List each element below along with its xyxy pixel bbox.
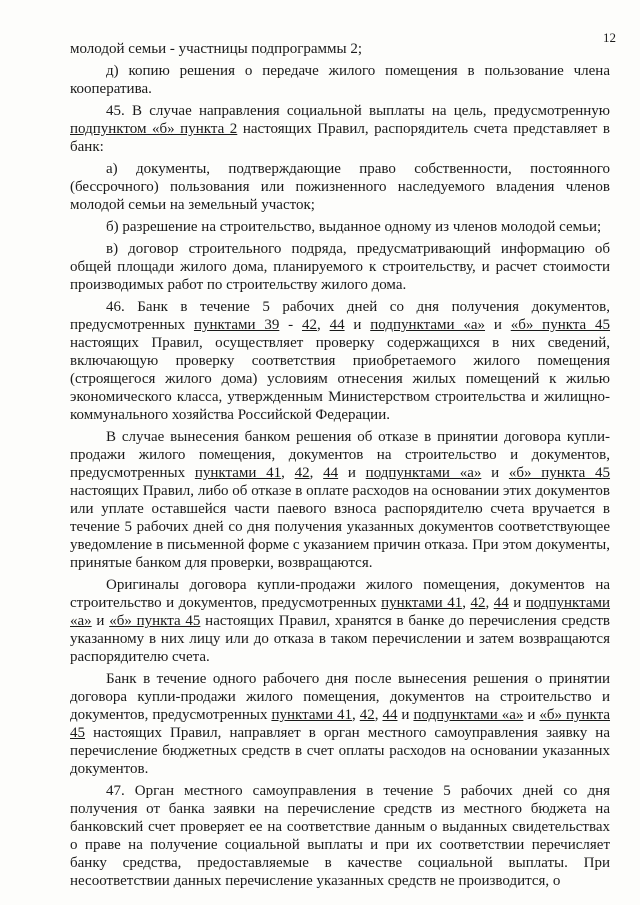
text: и bbox=[344, 317, 371, 333]
paragraph: в) договор строительного подряда, предусматривающий информацию об общей площади жилого дома, планируемого к строительству, и расчет стоимости производимых работ по строительству жилого дома. bbox=[70, 241, 610, 293]
text: , bbox=[462, 595, 471, 611]
text: , bbox=[281, 465, 295, 481]
text: , bbox=[309, 465, 324, 481]
text: Оригиналы договора купли-продажи жилого помещения, документов на строительство и документов, предусмотренных bbox=[70, 577, 610, 611]
text: и bbox=[397, 707, 414, 723]
paragraph-45 bbox=[70, 102, 610, 156]
text: настоящих Правил, осуществляет проверку содержащихся в них сведений, включающую проверку соответствия приобретаемого жилого помещения (строящегося жилого дома) условиям отнесения жилых помещений к жилью экономического класса, утвержденным Министерством строительства и жилищно-коммунального хозяйства Российской Федерации. bbox=[70, 335, 610, 423]
paragraph-refusal bbox=[70, 428, 610, 572]
ref-link[interactable]: «б» пункта 45 bbox=[508, 465, 611, 481]
text: 45. В случае направления социальной выплаты на цель, предусмотренную bbox=[106, 103, 610, 119]
text: настоящих Правил, хранятся в банке до перечисления средств указанному в них лицу или до отказа в таком перечислении и затем возвращаются распорядителю счета. bbox=[70, 613, 610, 665]
ref-link[interactable]: 44 bbox=[493, 595, 509, 611]
ref-link[interactable]: «б» пункта 45 bbox=[109, 613, 201, 629]
ref-link[interactable]: подпунктами «а» bbox=[70, 595, 611, 629]
ref-link[interactable]: подпунктами «а» bbox=[413, 707, 524, 723]
text: , bbox=[316, 317, 330, 333]
text: , bbox=[485, 595, 494, 611]
ref-link[interactable]: 44 bbox=[382, 707, 398, 723]
ref-link[interactable]: 44 bbox=[329, 317, 345, 333]
text: настоящих Правил, направляет в орган местного самоуправления заявку на перечисление бюджетных средств в счет оплаты расходов на основании указанных документов. bbox=[70, 725, 610, 777]
text: , bbox=[374, 707, 383, 723]
paragraph: д) копию решения о передаче жилого помещения в пользование члена кооператива. bbox=[70, 63, 610, 97]
ref-link[interactable]: пунктами 41 bbox=[271, 707, 352, 723]
ref-link[interactable]: 42 bbox=[294, 465, 310, 481]
text: и bbox=[508, 595, 526, 611]
ref-link[interactable]: 42 bbox=[470, 595, 486, 611]
paragraph-bank bbox=[70, 670, 610, 778]
paragraph: б) разрешение на строительство, выданное одному из членов молодой семьи; bbox=[106, 219, 602, 235]
text: настоящих Правил, распорядитель счета представляет в банк: bbox=[70, 121, 610, 155]
text: , bbox=[351, 707, 360, 723]
text: Банк в течение одного рабочего дня после вынесения решения о принятии договора купли-продажи жилого помещения, документов на строительство и документов, предусмотренных bbox=[70, 671, 610, 723]
paragraph: а) документы, подтверждающие право собственности, постоянного (бессрочного) пользования или пожизненного наследуемого владения членов молодой семьи на земельный участок; bbox=[70, 161, 610, 213]
text: настоящих Правил, либо об отказе в оплате расходов на основании этих документов или уплате оставшейся части паевого взноса распорядителю счета вручается в течение 5 рабочих дней со дня получения указанных документов соответствующее уведомление в письменной форме с указанием причин отказа. При этом документы, принятые банком для проверки, возвращаются. bbox=[70, 483, 610, 571]
ref-link[interactable]: подпунктом «б» пункта 2 bbox=[70, 121, 238, 137]
text: и bbox=[485, 317, 511, 333]
text: - bbox=[279, 317, 302, 333]
ref-link[interactable]: пунктами 39 bbox=[193, 317, 280, 333]
text: и bbox=[91, 613, 110, 629]
page-number: 12 bbox=[603, 30, 616, 45]
paragraph-47: 47. Орган местного самоуправления в течение 5 рабочих дней со дня получения от банка заявки на перечисление средств из местного бюджета на банковский счет проверяет ее на соответствие данным о выданных свидетельствах о праве на получение социальной выплаты и при их соответствии перечисляет банку средства, предоставляемые в качестве социальной выплаты. При несоответствии данных перечисление указанных средств не производится, о bbox=[70, 783, 610, 889]
text: и bbox=[523, 707, 540, 723]
paragraph-originals bbox=[70, 576, 610, 666]
text: В случае вынесения банком решения об отказе в принятии договора купли-продажи жилого помещения, документов на строительство и документов, предусмотренных bbox=[70, 429, 610, 481]
text: и bbox=[338, 465, 366, 481]
ref-link[interactable]: «б» пункта 45 bbox=[510, 317, 611, 333]
ref-link[interactable]: подпунктами «а» bbox=[365, 465, 482, 481]
ref-link[interactable]: «б» пункта 45 bbox=[70, 707, 611, 741]
text: 46. Банк в течение 5 рабочих дней со дня получения документов, предусмотренных bbox=[70, 299, 610, 333]
ref-link[interactable]: 44 bbox=[323, 465, 339, 481]
ref-link[interactable]: 42 bbox=[359, 707, 375, 723]
paragraph-46 bbox=[70, 298, 610, 424]
ref-link[interactable]: пунктами 41 bbox=[381, 595, 463, 611]
document-body bbox=[70, 40, 610, 894]
ref-link[interactable]: подпунктами «а» bbox=[370, 317, 486, 333]
ref-link[interactable]: пунктами 41 bbox=[194, 465, 282, 481]
ref-link[interactable]: 42 bbox=[301, 317, 317, 333]
paragraph: молодой семьи - участницы подпрограммы 2; bbox=[70, 41, 362, 57]
text: и bbox=[481, 465, 509, 481]
